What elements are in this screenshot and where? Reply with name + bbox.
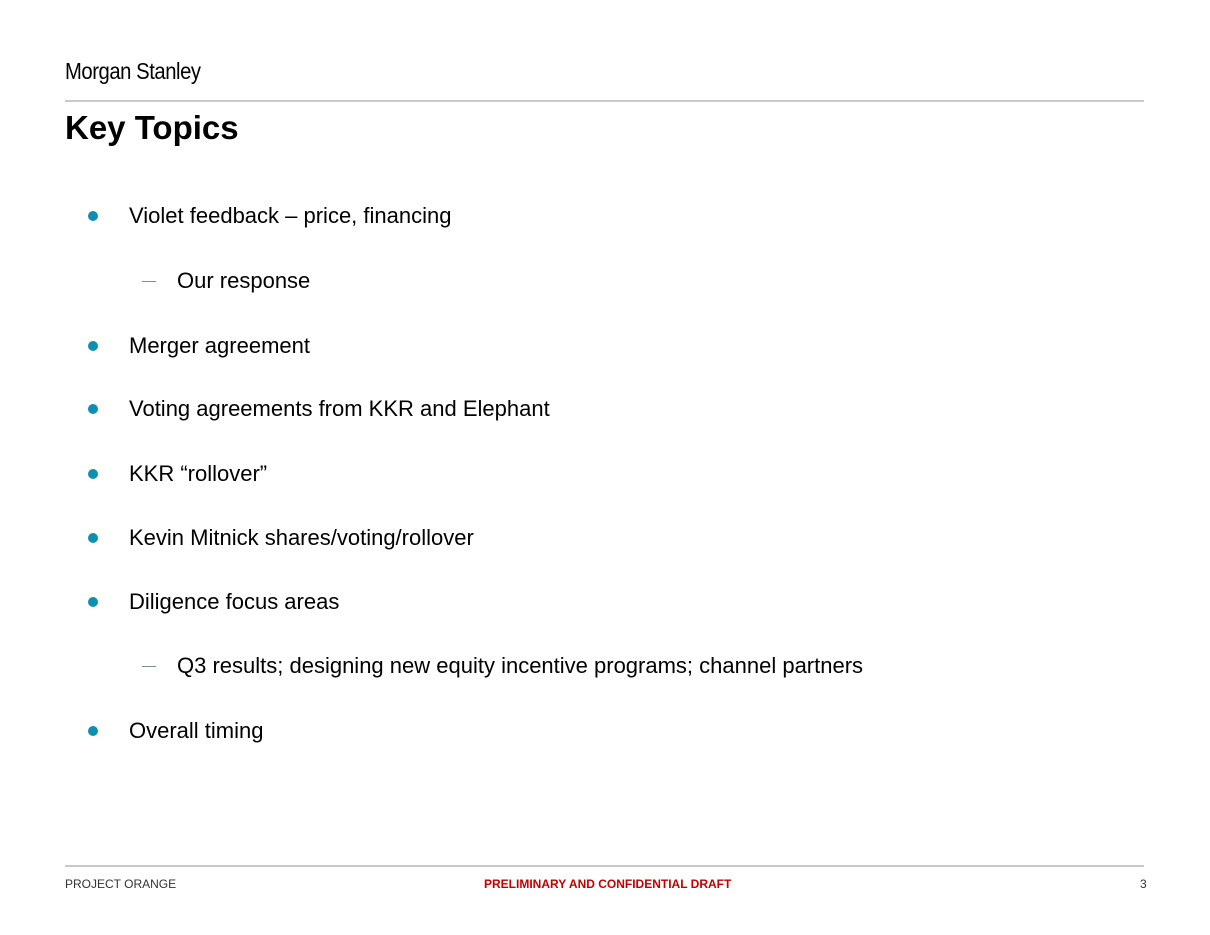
dash-icon (142, 281, 156, 282)
bullet-text: Violet feedback – price, financing (129, 203, 452, 228)
bullet-item (88, 523, 474, 553)
bullet-text: Merger agreement (129, 333, 310, 358)
sub-bullet-item (142, 266, 310, 296)
bullet-item (88, 331, 310, 361)
project-name: PROJECT ORANGE (65, 877, 177, 891)
bullet-dot-icon (88, 726, 98, 736)
confidentiality-notice: PRELIMINARY AND CONFIDENTIAL DRAFT (484, 877, 732, 891)
bullet-dot-icon (88, 341, 98, 351)
bullet-dot-icon (88, 211, 98, 221)
bullet-item (88, 716, 263, 746)
page-title: Key Topics (65, 109, 239, 146)
bullet-item (88, 201, 451, 231)
sub-bullet-text: Q3 results; designing new equity incentive programs; channel partners (177, 653, 864, 678)
dash-icon (142, 666, 156, 667)
bullet-text: Voting agreements from KKR and Elephant (129, 396, 550, 421)
bullet-item (88, 459, 267, 489)
bullet-dot-icon (88, 597, 98, 607)
footer-divider (65, 865, 1144, 867)
bullet-text: Diligence focus areas (129, 589, 340, 614)
bullet-dot-icon (88, 533, 98, 543)
sub-bullet-item (142, 651, 863, 681)
page-number: 3 (1140, 877, 1147, 891)
bullet-item (88, 394, 550, 424)
bullet-dot-icon (88, 404, 98, 414)
bullet-text: Overall timing (129, 718, 264, 743)
bullet-item (88, 587, 339, 617)
bullet-text: KKR “rollover” (129, 461, 268, 486)
bullet-text: Kevin Mitnick shares/voting/rollover (129, 525, 474, 550)
bullet-dot-icon (88, 469, 98, 479)
brand-logo-text: Morgan Stanley (65, 58, 201, 84)
sub-bullet-text: Our response (177, 268, 311, 293)
